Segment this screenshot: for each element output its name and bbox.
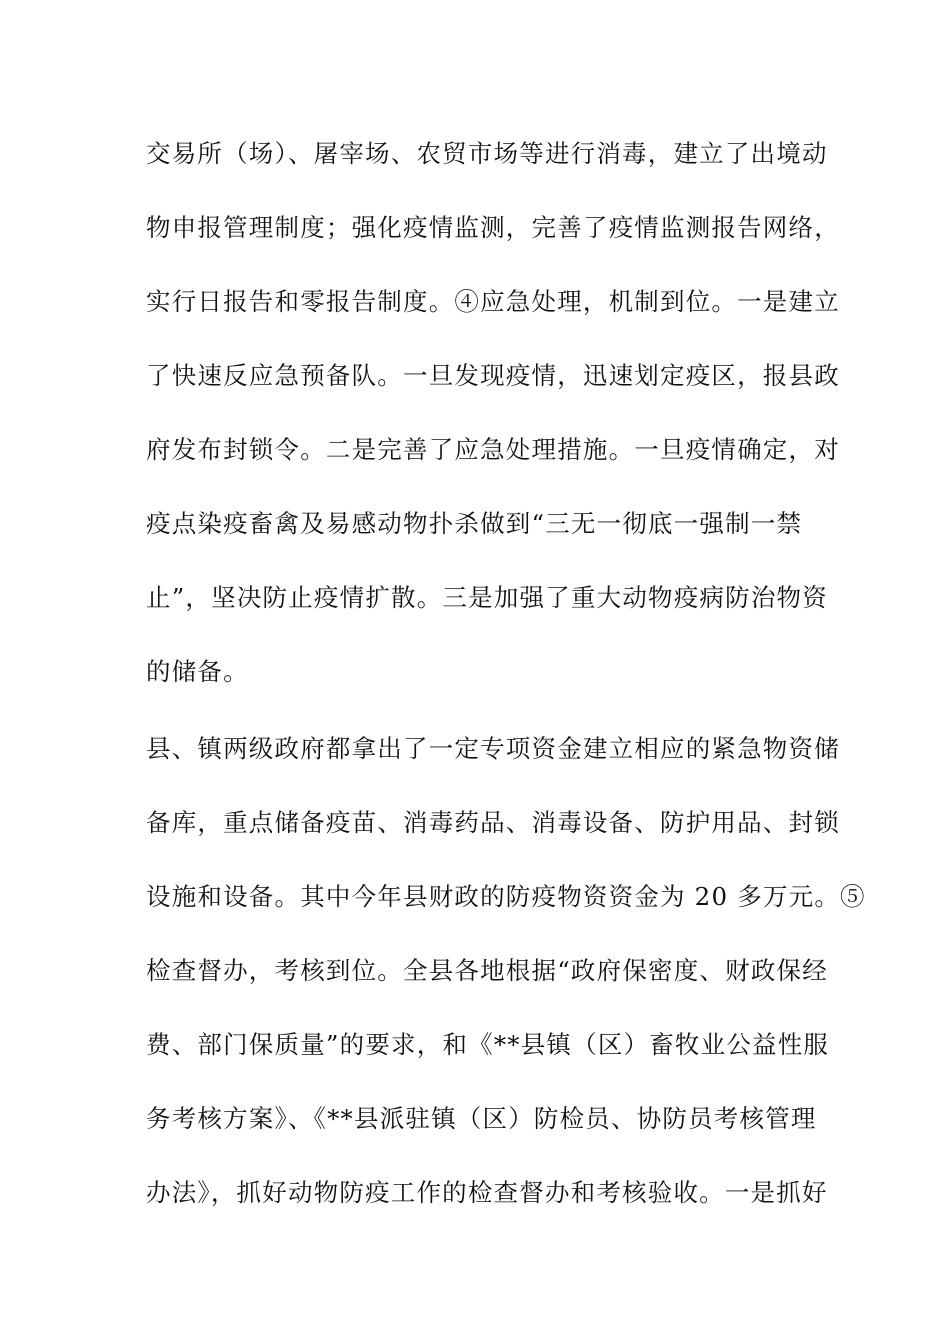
text-line: 止”，坚决防止疫情扩散。三是加强了重大动物疫病防治物资: [146, 583, 828, 612]
text-line: 务考核方案》、《**县派驻镇（区）防检员、协防员考核管理: [146, 1104, 817, 1133]
text-line: 县、镇两级政府都拿出了一定专项资金建立相应的紧急物资储: [146, 734, 840, 763]
text-line: 设施和设备。其中今年县财政的防疫物资资金为 20 多万元。⑤: [146, 882, 866, 911]
text-line: 物申报管理制度；强化疫情监测，完善了疫情监测报告网络，: [146, 213, 840, 242]
text-line: 备库，重点储备疫苗、消毒药品、消毒设备、防护用品、封锁: [146, 808, 840, 837]
text-line: 检查督办，考核到位。全县各地根据“政府保密度、财政保经: [146, 956, 828, 985]
text-line: 费、部门保质量”的要求，和《**县镇（区）畜牧业公益性服: [146, 1030, 830, 1059]
text-line: 办法》，抓好动物防疫工作的检查督办和考核验收。一是抓好: [146, 1178, 828, 1207]
text-line: 的储备。: [146, 657, 249, 686]
text-line: 了快速反应急预备队。一旦发现疫情，迅速划定疫区，报县政: [146, 361, 840, 390]
text-line: 府发布封锁令。二是完善了应急处理措施。一旦疫情确定，对: [146, 435, 840, 464]
text-line: 疫点染疫畜禽及易感动物扑杀做到“三无一彻底一强制一禁: [146, 509, 803, 538]
text-line: 交易所（场）、屠宰场、农贸市场等进行消毒，建立了出境动: [146, 139, 828, 168]
text-line: 实行日报告和零报告制度。④应急处理，机制到位。一是建立: [146, 287, 840, 316]
